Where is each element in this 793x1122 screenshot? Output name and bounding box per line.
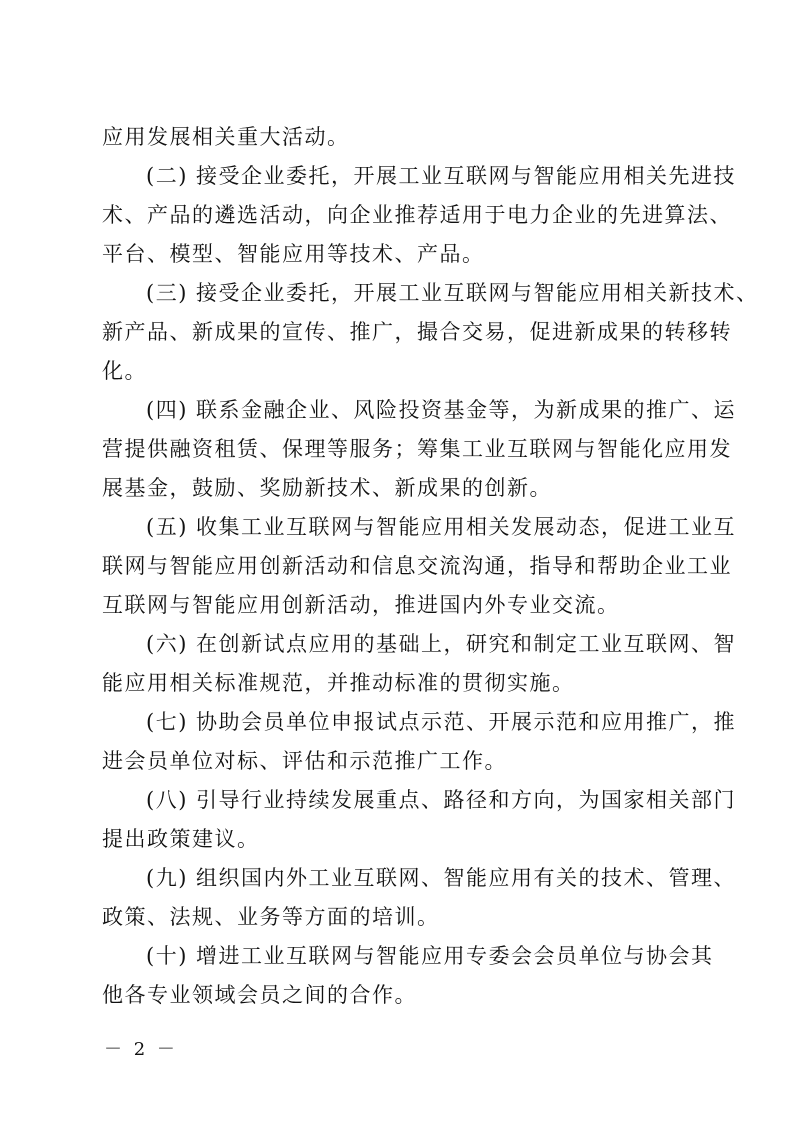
- paragraph-line: (七) 协助会员单位申报试点示范、开展示范和应用推广，推: [146, 710, 737, 734]
- paragraph-line: 化。: [102, 359, 147, 383]
- paragraph-line: (九) 组织国内外工业互联网、智能应用有关的技术、管理、: [146, 866, 737, 890]
- paragraph-line: 术、产品的遴选活动，向企业推荐适用于电力企业的先进算法、: [102, 203, 732, 227]
- paragraph-line: 联网与智能应用创新活动和信息交流沟通，指导和帮助企业工业: [102, 554, 732, 578]
- paragraph-line: 能应用相关标准规范，并推动标准的贯彻实施。: [102, 671, 575, 695]
- paragraph-line: (四) 联系金融企业、风险投资基金等，为新成果的推广、运: [146, 398, 737, 422]
- paragraph-line: 营提供融资租赁、保理等服务；筹集工业互联网与智能化应用发: [102, 437, 732, 461]
- paragraph-line: (八) 引导行业持续发展重点、路径和方向，为国家相关部门: [146, 788, 737, 812]
- paragraph-line: 新产品、新成果的宣传、推广，撮合交易，促进新成果的转移转: [102, 320, 732, 344]
- paragraph-line: 应用发展相关重大活动。: [102, 125, 350, 149]
- paragraph-line: (三) 接受企业委托，开展工业互联网与智能应用相关新技术、: [146, 281, 759, 305]
- paragraph-line: 他各专业领域会员之间的合作。: [102, 983, 417, 1007]
- paragraph-line: (五) 收集工业互联网与智能应用相关发展动态，促进工业互: [146, 515, 737, 539]
- paragraph-line: 互联网与智能应用创新活动，推进国内外专业交流。: [102, 593, 620, 617]
- paragraph-line: (十) 增进工业互联网与智能应用专委会会员单位与协会其: [146, 944, 714, 968]
- paragraph-line: 平台、模型、智能应用等技术、产品。: [102, 242, 485, 266]
- paragraph-line: 展基金，鼓励、奖励新技术、新成果的创新。: [102, 476, 552, 500]
- paragraph-line: 政策、法规、业务等方面的培训。: [102, 905, 440, 929]
- paragraph-line: (六) 在创新试点应用的基础上，研究和制定工业互联网、智: [146, 632, 737, 656]
- paragraph-line: 提出政策建议。: [102, 827, 260, 851]
- paragraph-line: 进会员单位对标、评估和示范推广工作。: [102, 749, 507, 773]
- page-number: － 2 －: [104, 1039, 178, 1060]
- paragraph-line: (二) 接受企业委托，开展工业互联网与智能应用相关先进技: [146, 164, 737, 188]
